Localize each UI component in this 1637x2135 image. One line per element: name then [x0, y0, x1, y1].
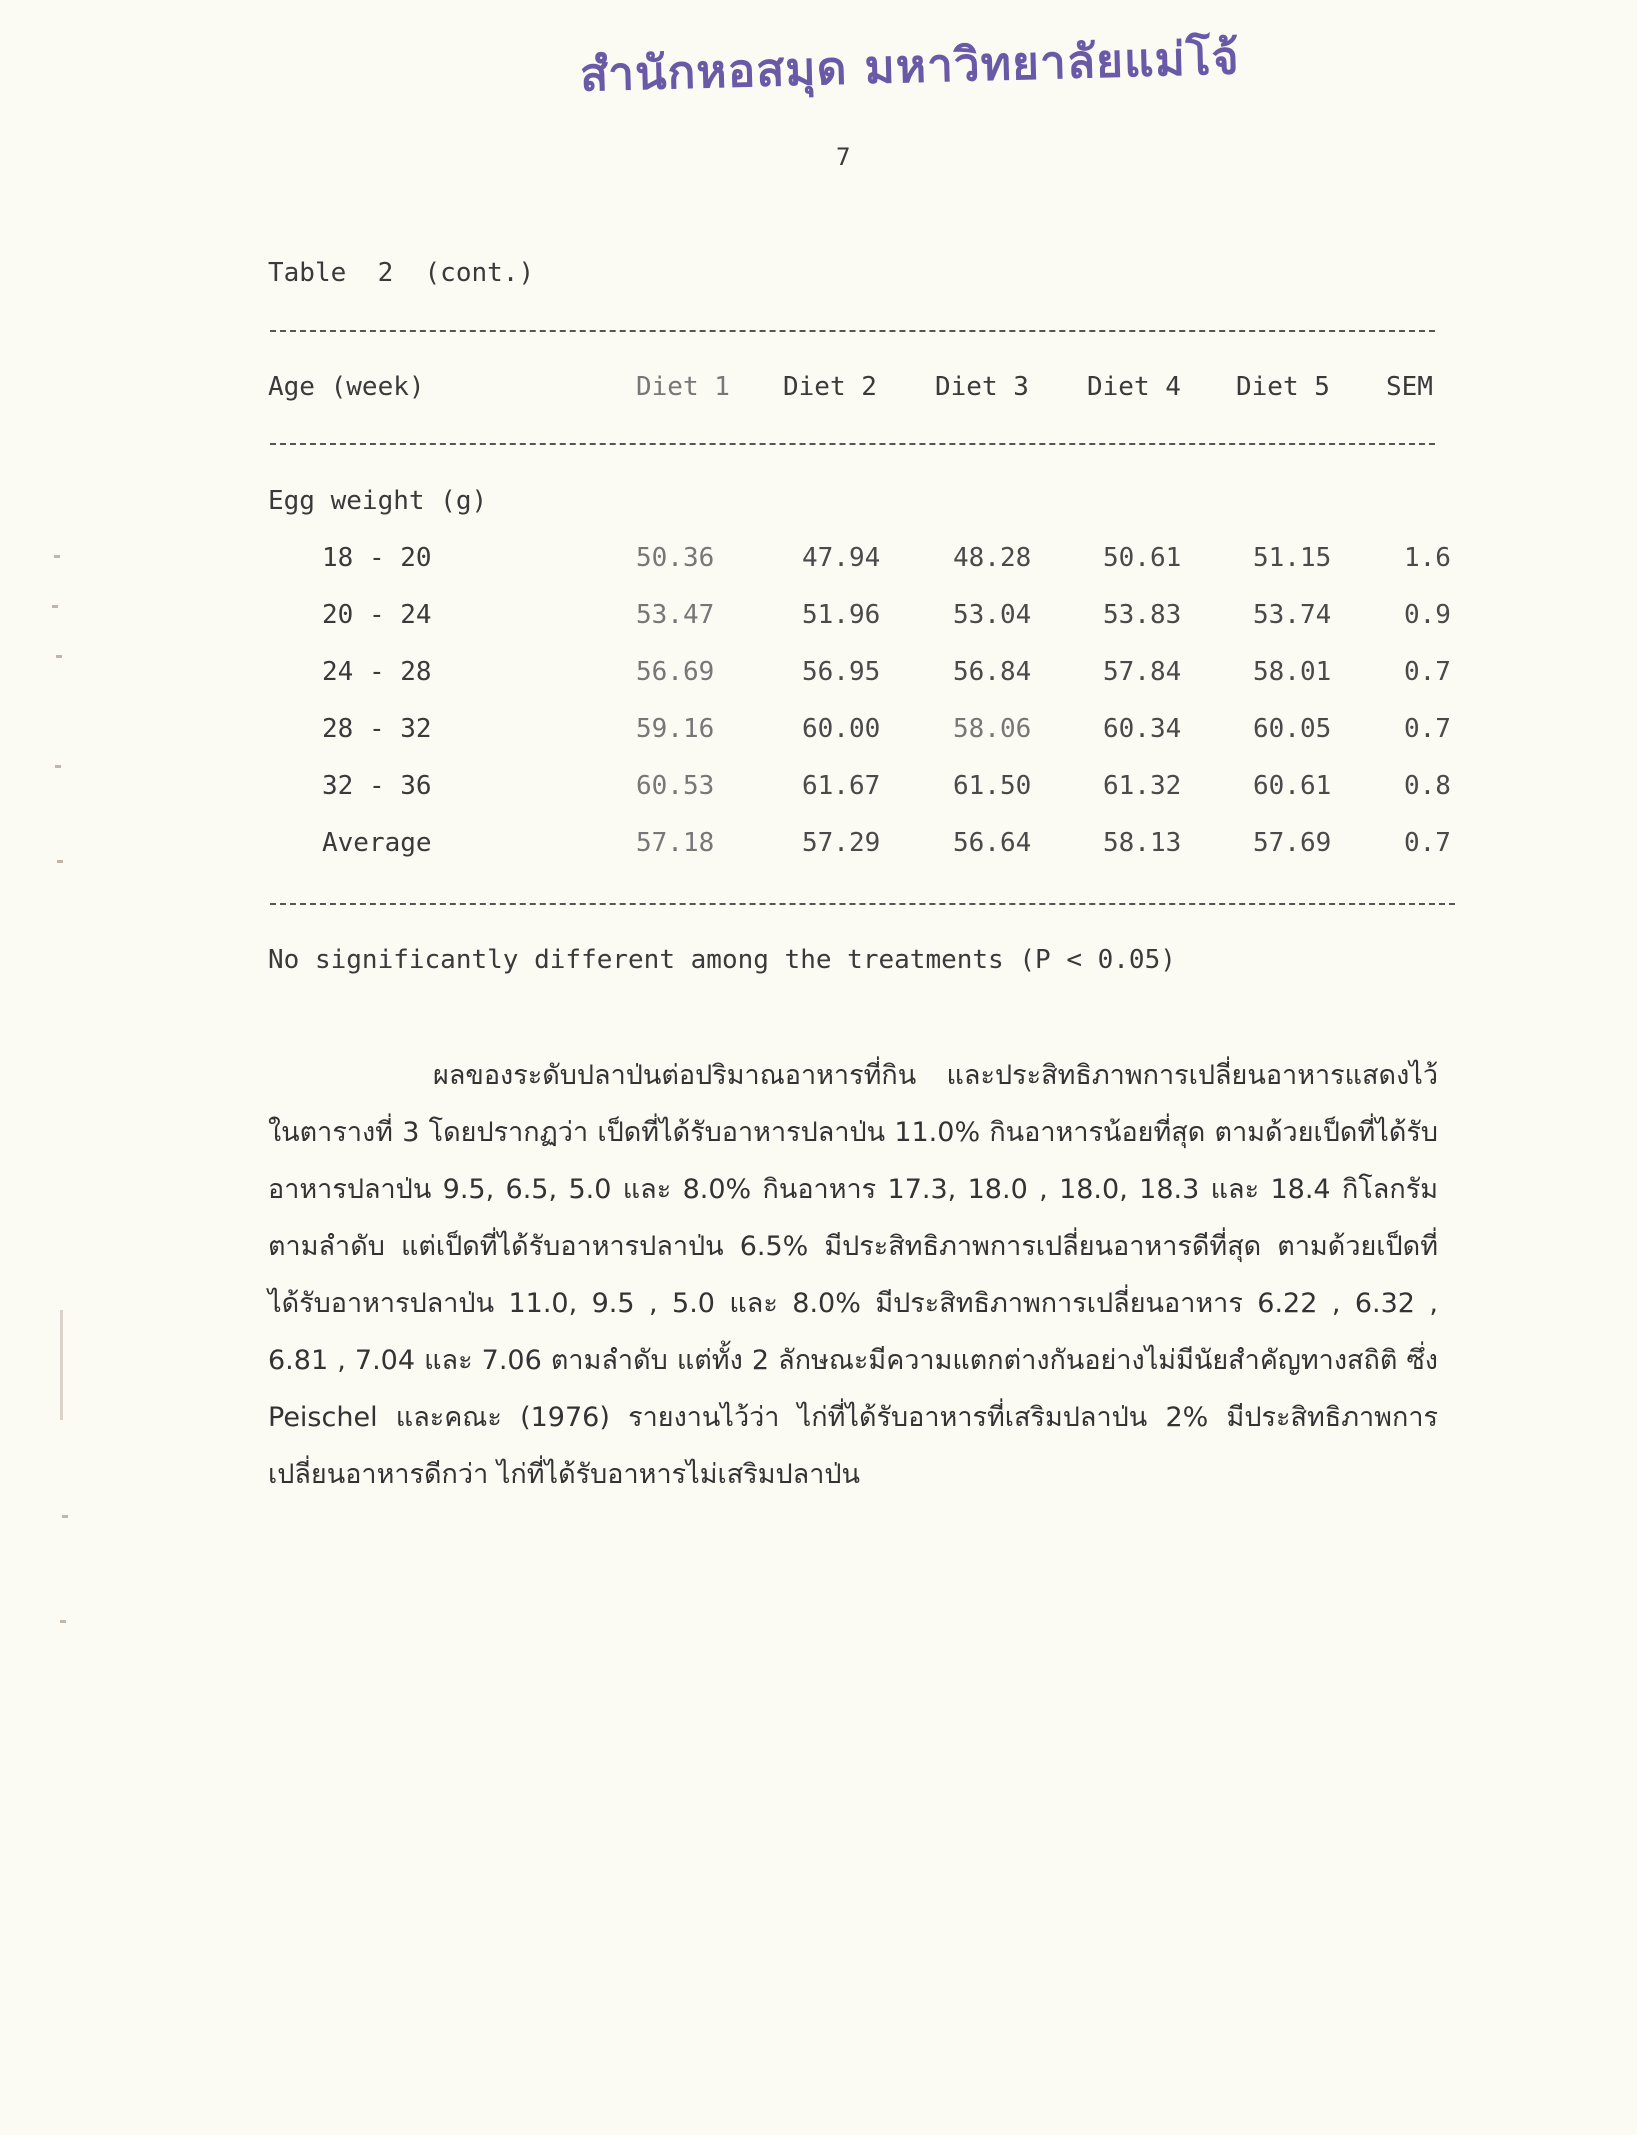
row-age: 24 - 28	[322, 657, 432, 687]
cell-diet-4: 60.34	[1103, 714, 1182, 744]
page-number: 7	[836, 143, 851, 171]
header-diet-1: Diet 1	[636, 372, 730, 402]
cell-diet-5: 58.01	[1253, 657, 1332, 687]
cell-diet-2: 47.94	[802, 543, 881, 573]
scan-mark	[57, 860, 63, 863]
cell-sem: 1.6	[1404, 543, 1451, 573]
scan-mark	[52, 605, 58, 608]
table-header-rule	[270, 443, 1435, 445]
header-diet-4: Diet 4	[1087, 372, 1181, 402]
row-age: 18 - 20	[322, 543, 432, 573]
header-age: Age (week)	[268, 372, 425, 402]
cell-diet-3: 61.50	[953, 771, 1032, 801]
cell-diet-3: 53.04	[953, 600, 1032, 630]
cell-diet-3: 56.64	[953, 828, 1032, 858]
cell-diet-5: 60.05	[1253, 714, 1332, 744]
cell-diet-1: 60.53	[636, 771, 715, 801]
cell-sem: 0.7	[1404, 828, 1451, 858]
cell-sem: 0.8	[1404, 771, 1451, 801]
cell-diet-1: 59.16	[636, 714, 715, 744]
cell-diet-1: 53.47	[636, 600, 715, 630]
cell-diet-3: 56.84	[953, 657, 1032, 687]
library-stamp: สำนักหอสมุด มหาวิทยาลัยแม่โจ้	[579, 30, 1241, 102]
cell-diet-5: 60.61	[1253, 771, 1332, 801]
scan-mark	[54, 555, 60, 558]
row-age: 20 - 24	[322, 600, 432, 630]
cell-diet-5: 53.74	[1253, 600, 1332, 630]
paragraph-text: ผลของระดับปลาป่นต่อปริมาณอาหารที่กิน และประสิทธิภาพการเปลี่ยนอาหารแสดงไว้ในตารางที่ 3 โดยปรากฏว่า เป็ดที่ได้รับอาหารปลาป่น 11.0% กินอาหารน้อยที่สุด ตามด้วยเป็ดที่ได้รับอาหารปลาป่น 9.5, 6.5, 5.0 และ 8.0% กินอาหาร 17.3, 18.0 , 18.0, 18.3 และ 18.4 กิโลกรัม ตามลำดับ แต่เป็ดที่ได้รับอาหารปลาป่น 6.5% มีประสิทธิภาพการเปลี่ยนอาหารดีที่สุด ตามด้วยเป็ดที่ได้รับอาหารปลาป่น 11.0, 9.5 , 5.0 และ 8.0% มีประสิทธิภาพการเปลี่ยนอาหาร 6.22 , 6.32 , 6.81 , 7.04 และ 7.06 ตามลำดับ แต่ทั้ง 2 ลักษณะมีความแตกต่างกันอย่างไม่มีนัยสำคัญทางสถิติ ซึ่ง Peischel และคณะ (1976) รายงานไว้ว่า ไก่ที่ได้รับอาหารที่เสริมปลาป่น 2% มีประสิทธิภาพการเปลี่ยนอาหารดีกว่า ไก่ที่ได้รับอาหารไม่เสริมปลาป่น	[268, 1060, 1438, 1490]
scan-mark	[56, 655, 62, 658]
cell-diet-1: 50.36	[636, 543, 715, 573]
table-footnote: No significantly different among the treatments (P < 0.05)	[268, 945, 1176, 975]
cell-diet-2: 57.29	[802, 828, 881, 858]
scan-mark	[60, 1620, 66, 1623]
header-sem: SEM	[1386, 372, 1433, 402]
cell-diet-4: 58.13	[1103, 828, 1182, 858]
cell-diet-5: 51.15	[1253, 543, 1332, 573]
cell-diet-2: 56.95	[802, 657, 881, 687]
header-diet-5: Diet 5	[1236, 372, 1330, 402]
scan-mark	[62, 1515, 68, 1518]
cell-diet-2: 60.00	[802, 714, 881, 744]
scan-mark	[60, 1310, 63, 1420]
body-paragraph	[268, 1047, 1438, 1503]
table-bottom-rule	[270, 903, 1455, 905]
row-age: 32 - 36	[322, 771, 432, 801]
section-label: Egg weight (g)	[268, 486, 488, 516]
table-caption: Table 2 (cont.)	[268, 258, 535, 288]
cell-sem: 0.7	[1404, 714, 1451, 744]
cell-diet-5: 57.69	[1253, 828, 1332, 858]
cell-diet-2: 51.96	[802, 600, 881, 630]
cell-diet-2: 61.67	[802, 771, 881, 801]
cell-sem: 0.9	[1404, 600, 1451, 630]
table-top-rule	[270, 330, 1435, 332]
cell-diet-3: 48.28	[953, 543, 1032, 573]
cell-diet-4: 61.32	[1103, 771, 1182, 801]
row-age: Average	[322, 828, 432, 858]
row-age: 28 - 32	[322, 714, 432, 744]
cell-diet-3: 58.06	[953, 714, 1032, 744]
header-diet-2: Diet 2	[783, 372, 877, 402]
cell-sem: 0.7	[1404, 657, 1451, 687]
cell-diet-1: 56.69	[636, 657, 715, 687]
header-diet-3: Diet 3	[935, 372, 1029, 402]
cell-diet-4: 50.61	[1103, 543, 1182, 573]
scan-mark	[55, 765, 61, 768]
cell-diet-4: 53.83	[1103, 600, 1182, 630]
cell-diet-4: 57.84	[1103, 657, 1182, 687]
cell-diet-1: 57.18	[636, 828, 715, 858]
